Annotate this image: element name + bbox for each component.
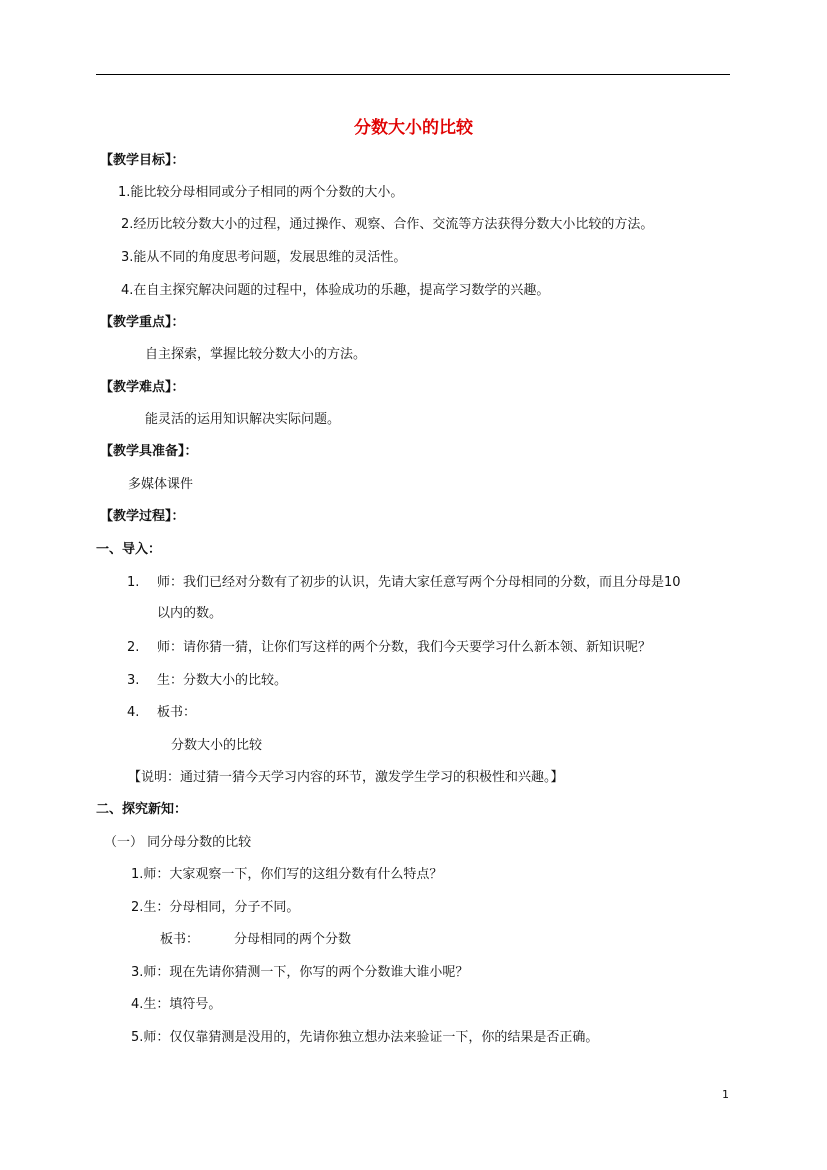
section1-board-text: 分数大小的比较: [171, 738, 263, 753]
objectives-heading: 【教学目标】：: [100, 153, 185, 168]
objective-item-2: 2.经历比较分数大小的过程，通过操作、观察、合作、交流等方法获得分数大小比较的方法。: [121, 217, 654, 232]
section1-item-3-text: 生：分数大小的比较。: [157, 673, 288, 688]
section1-item-3-number: 3.: [127, 673, 140, 688]
section1-item-2-text: 师：请你猜一猜，让你们写这样的两个分数，我们今天要学习什么新本领、新知识呢？: [157, 640, 652, 655]
section2-item-5: 5.师：仅仅靠猜测是没用的，先请你独立想办法来验证一下，你的结果是否正确。: [131, 1030, 599, 1045]
section1-item-1-text: 师：我们已经对分数有了初步的认识，先请大家任意写两个分母相同的分数，而且分母是10: [157, 575, 681, 590]
header-rule: [96, 74, 730, 75]
materials-text: 多媒体课件: [128, 477, 194, 492]
section2-board-text: 分母相同的两个分数: [234, 932, 352, 947]
section2-heading: 二、探究新知：: [96, 802, 188, 817]
process-heading: 【教学过程】：: [100, 509, 185, 524]
section2-item-4: 4.生：填符号。: [131, 997, 222, 1012]
materials-heading: 【教学具准备】：: [100, 444, 198, 459]
section1-item-4-number: 4.: [127, 705, 140, 720]
section2-item-3: 3.师：现在先请你猜测一下，你写的两个分数谁大谁小呢？: [131, 965, 469, 980]
section2-subheading: （一） 同分母分数的比较: [104, 835, 252, 850]
difficulties-heading: 【教学难点】：: [100, 380, 185, 395]
difficulties-text: 能灵活的运用知识解决实际问题。: [145, 412, 341, 427]
objective-item-1: 1.能比较分母相同或分子相同的两个分数的大小。: [118, 185, 404, 200]
section1-item-1-number: 1.: [127, 575, 140, 590]
section1-note: 【说明：通过猜一猜今天学习内容的环节，激发学生学习的积极性和兴趣。】: [128, 770, 564, 785]
key-points-text: 自主探索，掌握比较分数大小的方法。: [145, 347, 367, 362]
section2-item-1: 1.师：大家观察一下，你们写的这组分数有什么特点？: [131, 867, 443, 882]
section1-item-1-continuation: 以内的数。: [157, 606, 223, 621]
section2-item-2: 2.生：分母相同，分子不同。: [131, 900, 300, 915]
section1-item-4-text: 板书：: [157, 705, 197, 720]
objective-item-3: 3.能从不同的角度思考问题，发展思维的灵活性。: [121, 250, 407, 265]
key-points-heading: 【教学重点】：: [100, 315, 185, 330]
page-number: 1: [722, 1088, 729, 1101]
section2-board-label: 板书：: [160, 932, 200, 947]
section1-item-2-number: 2.: [127, 640, 140, 655]
objective-item-4: 4.在自主探究解决问题的过程中，体验成功的乐趣，提高学习数学的兴趣。: [121, 283, 550, 298]
section1-heading: 一、导入：: [96, 542, 162, 557]
document-title: 分数大小的比较: [354, 118, 473, 138]
